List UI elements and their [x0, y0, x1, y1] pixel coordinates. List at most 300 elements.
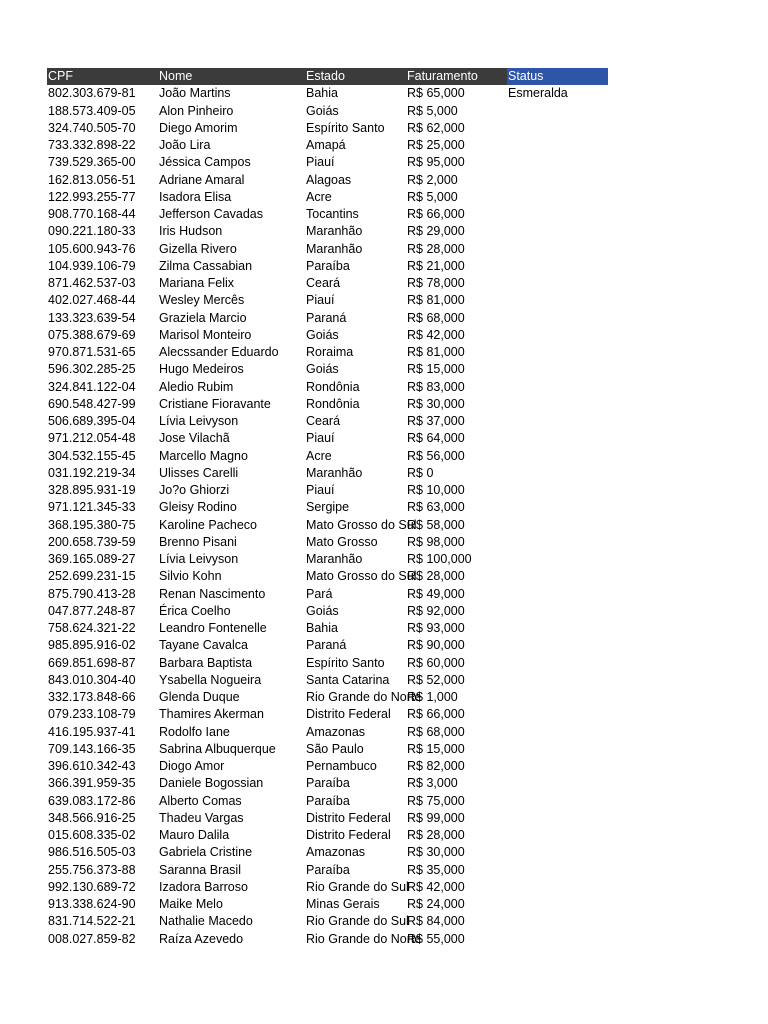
cell-cpf[interactable]: 188.573.409-05: [48, 103, 136, 118]
table-row: [47, 534, 608, 551]
cell-faturamento[interactable]: R$ 78,000: [407, 276, 465, 290]
cell-nome[interactable]: Nathalie Macedo: [159, 914, 253, 929]
cell-nome[interactable]: Jéssica Campos: [159, 155, 251, 170]
cell-estado[interactable]: Minas Gerais: [306, 897, 380, 911]
cell-status[interactable]: [507, 430, 608, 447]
cell-cpf[interactable]: 971.212.054-48: [48, 431, 136, 446]
cell-cpf[interactable]: 348.566.916-25: [48, 810, 136, 825]
cell-cpf[interactable]: 985.895.916-02: [48, 638, 136, 653]
table-row: [47, 517, 608, 534]
cell-nome[interactable]: Aledio Rubim: [159, 379, 234, 394]
cell-status[interactable]: [507, 482, 608, 499]
cell-estado[interactable]: Paraíba: [306, 862, 350, 877]
cell-cpf[interactable]: 970.871.531-65: [48, 345, 136, 359]
cell-nome[interactable]: Hugo Medeiros: [159, 362, 244, 377]
cell-estado[interactable]: Acre: [306, 448, 332, 463]
cell-faturamento[interactable]: R$ 42,000: [407, 879, 465, 894]
cell-nome[interactable]: Thadeu Vargas: [159, 810, 244, 825]
cell-faturamento[interactable]: R$ 52,000: [407, 672, 465, 687]
cell-cpf[interactable]: 871.462.537-03: [48, 276, 136, 290]
cell-status[interactable]: [507, 413, 608, 430]
cell-cpf[interactable]: 369.165.089-27: [48, 552, 136, 566]
cell-cpf[interactable]: 368.195.380-75: [48, 517, 136, 532]
cell-nome[interactable]: Daniele Bogossian: [159, 776, 264, 791]
cell-status[interactable]: [507, 793, 608, 810]
header-nome[interactable]: Nome: [158, 68, 305, 85]
cell-faturamento[interactable]: R$ 30,000: [407, 845, 465, 860]
cell-estado[interactable]: Maranhão: [306, 241, 363, 256]
cell-nome[interactable]: Gabriela Cristine: [159, 845, 253, 860]
table-row: [47, 862, 608, 879]
table-row: [47, 137, 608, 154]
cell-nome[interactable]: João Martins: [159, 86, 231, 101]
cell-status[interactable]: Esmeralda: [508, 86, 568, 101]
cell-cpf[interactable]: 596.302.285-25: [48, 362, 136, 377]
cell-cpf[interactable]: 875.790.413-28: [48, 586, 136, 601]
cell-faturamento[interactable]: R$ 24,000: [407, 897, 465, 911]
cell-faturamento[interactable]: R$ 15,000: [407, 741, 465, 756]
cell-faturamento[interactable]: R$ 0: [407, 465, 434, 480]
cell-nome[interactable]: Wesley Mercês: [159, 293, 245, 308]
cell-cpf[interactable]: 402.027.468-44: [48, 293, 136, 308]
cell-estado[interactable]: Rio Grande do Sul: [306, 879, 409, 894]
table-row: [47, 172, 608, 189]
cell-cpf[interactable]: 971.121.345-33: [48, 500, 136, 515]
cell-nome[interactable]: Renan Nascimento: [159, 586, 266, 601]
cell-nome[interactable]: Isadora Elisa: [159, 189, 232, 204]
cell-faturamento[interactable]: R$ 66,000: [407, 707, 465, 722]
cell-cpf[interactable]: 992.130.689-72: [48, 879, 136, 894]
cell-status[interactable]: [507, 517, 608, 534]
cell-faturamento[interactable]: R$ 28,000: [407, 828, 465, 842]
cell-nome[interactable]: Mauro Dalila: [159, 828, 230, 842]
cell-status[interactable]: [507, 172, 608, 189]
table-row: [47, 724, 608, 741]
cell-estado[interactable]: Mato Grosso do Sul: [306, 569, 417, 584]
cell-estado[interactable]: Distrito Federal: [306, 810, 391, 825]
cell-faturamento[interactable]: R$ 58,000: [407, 517, 465, 532]
cell-faturamento[interactable]: R$ 100,000: [407, 552, 472, 566]
header-row: [47, 68, 608, 85]
cell-faturamento[interactable]: R$ 21,000: [407, 258, 465, 273]
cell-cpf[interactable]: 366.391.959-35: [48, 776, 136, 791]
cell-nome[interactable]: Izadora Barroso: [159, 879, 248, 894]
cell-cpf[interactable]: 639.083.172-86: [48, 793, 136, 808]
cell-nome[interactable]: Mariana Felix: [159, 276, 235, 290]
cell-status[interactable]: [507, 534, 608, 551]
cell-cpf[interactable]: 802.303.679-81: [48, 86, 136, 101]
cell-status[interactable]: [507, 689, 608, 706]
cell-cpf[interactable]: 200.658.739-59: [48, 534, 136, 549]
cell-status[interactable]: [507, 586, 608, 603]
cell-status[interactable]: [507, 448, 608, 465]
cell-status[interactable]: [507, 465, 608, 482]
cell-nome[interactable]: Thamires Akerman: [159, 707, 264, 722]
cell-cpf[interactable]: 733.332.898-22: [48, 138, 136, 152]
cell-cpf[interactable]: 416.195.937-41: [48, 724, 136, 739]
cell-status[interactable]: [507, 706, 608, 723]
table-row: [47, 206, 608, 223]
cell-nome[interactable]: Silvio Kohn: [159, 569, 222, 584]
table-row: [47, 931, 608, 948]
cell-status[interactable]: [507, 344, 608, 361]
table-row: [47, 844, 608, 861]
cell-cpf[interactable]: 324.841.122-04: [48, 379, 136, 394]
table-row: [47, 793, 608, 810]
cell-faturamento[interactable]: R$ 90,000: [407, 638, 465, 653]
cell-faturamento[interactable]: R$ 55,000: [407, 931, 465, 946]
cell-faturamento[interactable]: R$ 2,000: [407, 172, 458, 187]
cell-estado[interactable]: Roraima: [306, 345, 354, 359]
cell-estado[interactable]: Piauí: [306, 431, 335, 446]
cell-faturamento[interactable]: R$ 92,000: [407, 603, 465, 618]
cell-faturamento[interactable]: R$ 5,000: [407, 103, 458, 118]
cell-estado[interactable]: Rio Grande do Norte: [306, 931, 422, 946]
cell-status[interactable]: [507, 292, 608, 309]
cell-cpf[interactable]: 255.756.373-88: [48, 862, 136, 877]
table-row: [47, 896, 608, 913]
table-row: [47, 120, 608, 137]
cell-status[interactable]: [507, 241, 608, 258]
cell-estado[interactable]: Rio Grande do Sul: [306, 914, 409, 929]
cell-faturamento[interactable]: R$ 28,000: [407, 569, 465, 584]
cell-nome[interactable]: Gleisy Rodino: [159, 500, 237, 515]
cell-status[interactable]: [507, 154, 608, 171]
cell-faturamento[interactable]: R$ 99,000: [407, 810, 465, 825]
table-row: [47, 379, 608, 396]
cell-nome[interactable]: Zilma Cassabian: [159, 258, 253, 273]
cell-nome[interactable]: Iris Hudson: [159, 224, 223, 239]
cell-estado[interactable]: Goiás: [306, 103, 339, 118]
cell-cpf[interactable]: 843.010.304-40: [48, 672, 136, 687]
cell-cpf[interactable]: 709.143.166-35: [48, 741, 136, 756]
cell-nome[interactable]: Alberto Comas: [159, 793, 242, 808]
cell-nome[interactable]: Jose Vilachã: [159, 431, 230, 446]
header-cpf[interactable]: CPF: [47, 68, 158, 85]
cell-nome[interactable]: Karoline Pacheco: [159, 517, 257, 532]
cell-faturamento[interactable]: R$ 66,000: [407, 207, 465, 221]
cell-nome[interactable]: Lívia Leivyson: [159, 552, 239, 566]
cell-estado[interactable]: São Paulo: [306, 741, 364, 756]
table-row: [47, 672, 608, 689]
cell-faturamento[interactable]: R$ 1,000: [407, 690, 458, 704]
cell-nome[interactable]: Diego Amorim: [159, 120, 238, 135]
cell-cpf[interactable]: 690.548.427-99: [48, 396, 136, 411]
table-row: [47, 413, 608, 430]
cell-faturamento[interactable]: R$ 25,000: [407, 138, 465, 152]
cell-cpf[interactable]: 079.233.108-79: [48, 707, 136, 722]
cell-nome[interactable]: Ysabella Nogueira: [159, 672, 262, 687]
cell-estado[interactable]: Ceará: [306, 414, 341, 428]
table-row: [47, 292, 608, 309]
cell-estado[interactable]: Rondônia: [306, 396, 360, 411]
cell-cpf[interactable]: 324.740.505-70: [48, 120, 136, 135]
cell-estado[interactable]: Mato Grosso: [306, 534, 378, 549]
cell-status[interactable]: [507, 551, 608, 568]
cell-nome[interactable]: Leandro Fontenelle: [159, 621, 267, 635]
table-row: [47, 499, 608, 516]
cell-nome[interactable]: João Lira: [159, 138, 211, 152]
cell-status[interactable]: [507, 913, 608, 930]
cell-faturamento[interactable]: R$ 35,000: [407, 862, 465, 877]
cell-estado[interactable]: Alagoas: [306, 172, 352, 187]
cell-nome[interactable]: Raíza Azevedo: [159, 931, 244, 946]
cell-cpf[interactable]: 304.532.155-45: [48, 448, 136, 463]
cell-status[interactable]: [507, 396, 608, 413]
cell-faturamento[interactable]: R$ 84,000: [407, 914, 465, 929]
cell-cpf[interactable]: 332.173.848-66: [48, 690, 136, 704]
cell-nome[interactable]: Lívia Leivyson: [159, 414, 239, 428]
cell-estado[interactable]: Piauí: [306, 483, 335, 497]
cell-faturamento[interactable]: R$ 82,000: [407, 759, 465, 773]
table-row: [47, 361, 608, 378]
cell-status[interactable]: [507, 637, 608, 654]
cell-cpf[interactable]: 008.027.859-82: [48, 931, 136, 946]
cell-faturamento[interactable]: R$ 81,000: [407, 345, 465, 359]
cell-estado[interactable]: Distrito Federal: [306, 828, 391, 842]
cell-nome[interactable]: Cristiane Fioravante: [159, 396, 271, 411]
cell-status[interactable]: [507, 120, 608, 137]
cell-estado[interactable]: Maranhão: [306, 224, 363, 239]
cell-cpf[interactable]: 090.221.180-33: [48, 224, 136, 239]
cell-cpf[interactable]: 758.624.321-22: [48, 621, 136, 635]
cell-faturamento[interactable]: R$ 65,000: [407, 86, 465, 101]
cell-cpf[interactable]: 328.895.931-19: [48, 483, 136, 497]
cell-status[interactable]: [507, 103, 608, 120]
table-row: [47, 154, 608, 171]
cell-estado[interactable]: Goiás: [306, 603, 339, 618]
cell-cpf[interactable]: 015.608.335-02: [48, 828, 136, 842]
cell-nome[interactable]: Alecssander Eduardo: [159, 345, 279, 359]
cell-nome[interactable]: Tayane Cavalca: [159, 638, 248, 653]
cell-estado[interactable]: Santa Catarina: [306, 672, 390, 687]
cell-estado[interactable]: Paraíba: [306, 793, 350, 808]
cell-nome[interactable]: Sabrina Albuquerque: [159, 741, 276, 756]
cell-estado[interactable]: Rondônia: [306, 379, 360, 394]
cell-status[interactable]: [507, 275, 608, 292]
header-estado[interactable]: Estado: [305, 68, 406, 85]
cell-status[interactable]: [507, 620, 608, 637]
table-row: [47, 189, 608, 206]
cell-estado[interactable]: Goiás: [306, 327, 339, 342]
cell-estado[interactable]: Bahia: [306, 621, 338, 635]
cell-estado[interactable]: Paraíba: [306, 258, 350, 273]
cell-status[interactable]: [507, 310, 608, 327]
cell-cpf[interactable]: 075.388.679-69: [48, 327, 136, 342]
cell-nome[interactable]: Adriane Amaral: [159, 172, 245, 187]
cell-faturamento[interactable]: R$ 29,000: [407, 224, 465, 239]
cell-status[interactable]: [507, 603, 608, 620]
cell-cpf[interactable]: 831.714.522-21: [48, 914, 136, 929]
table-row: [47, 430, 608, 447]
cell-estado[interactable]: Pará: [306, 586, 333, 601]
cell-cpf[interactable]: 031.192.219-34: [48, 465, 136, 480]
cell-estado[interactable]: Pernambuco: [306, 759, 377, 773]
cell-nome[interactable]: Jo?o Ghiorzi: [159, 483, 230, 497]
cell-cpf[interactable]: 105.600.943-76: [48, 241, 136, 256]
cell-estado[interactable]: Maranhão: [306, 552, 363, 566]
cell-nome[interactable]: Saranna Brasil: [159, 862, 241, 877]
cell-status[interactable]: [507, 879, 608, 896]
table-row: [47, 741, 608, 758]
cell-status[interactable]: [507, 844, 608, 861]
cell-faturamento[interactable]: R$ 60,000: [407, 655, 465, 670]
cell-estado[interactable]: Espírito Santo: [306, 655, 385, 670]
table-row: [47, 551, 608, 568]
cell-nome[interactable]: Diogo Amor: [159, 759, 225, 773]
cell-estado[interactable]: Paraná: [306, 310, 347, 325]
cell-estado[interactable]: Amapá: [306, 138, 346, 152]
cell-estado[interactable]: Espírito Santo: [306, 120, 385, 135]
cell-faturamento[interactable]: R$ 5,000: [407, 189, 458, 204]
cell-estado[interactable]: Bahia: [306, 86, 338, 101]
cell-nome[interactable]: Gizella Rivero: [159, 241, 237, 256]
table-row: [47, 586, 608, 603]
cell-nome[interactable]: Maike Melo: [159, 897, 223, 911]
cell-estado[interactable]: Paraná: [306, 638, 347, 653]
cell-faturamento[interactable]: R$ 30,000: [407, 396, 465, 411]
cell-status[interactable]: [507, 258, 608, 275]
cell-status[interactable]: [507, 827, 608, 844]
table-row: [47, 758, 608, 775]
cell-cpf[interactable]: 739.529.365-00: [48, 155, 136, 170]
cell-cpf[interactable]: 913.338.624-90: [48, 897, 136, 911]
table-row: [47, 310, 608, 327]
cell-faturamento[interactable]: R$ 15,000: [407, 362, 465, 377]
cell-cpf[interactable]: 908.770.168-44: [48, 207, 136, 221]
cell-cpf[interactable]: 133.323.639-54: [48, 310, 136, 325]
cell-nome[interactable]: Barbara Baptista: [159, 655, 253, 670]
cell-faturamento[interactable]: R$ 81,000: [407, 293, 465, 308]
cell-status[interactable]: [507, 758, 608, 775]
table-row: [47, 620, 608, 637]
table-row: [47, 448, 608, 465]
cell-nome[interactable]: Graziela Marcio: [159, 310, 247, 325]
cell-faturamento[interactable]: R$ 95,000: [407, 155, 465, 170]
cell-estado[interactable]: Tocantins: [306, 207, 359, 221]
table-row: [47, 223, 608, 240]
cell-estado[interactable]: Sergipe: [306, 500, 350, 515]
cell-estado[interactable]: Ceará: [306, 276, 341, 290]
cell-nome[interactable]: Jefferson Cavadas: [159, 207, 263, 221]
cell-status[interactable]: [507, 896, 608, 913]
cell-cpf[interactable]: 506.689.395-04: [48, 414, 136, 428]
table-row: [47, 810, 608, 827]
cell-status[interactable]: [507, 361, 608, 378]
table-row: [47, 827, 608, 844]
table-row: [47, 568, 608, 585]
cell-status[interactable]: [507, 499, 608, 516]
cell-faturamento[interactable]: R$ 75,000: [407, 793, 465, 808]
cell-status[interactable]: [507, 775, 608, 792]
table-row: [47, 241, 608, 258]
cell-nome[interactable]: Marcello Magno: [159, 448, 248, 463]
table-row: [47, 655, 608, 672]
cell-cpf[interactable]: 252.699.231-15: [48, 569, 136, 584]
cell-status[interactable]: [507, 724, 608, 741]
cell-estado[interactable]: Piauí: [306, 155, 335, 170]
cell-status[interactable]: [507, 206, 608, 223]
cell-estado[interactable]: Acre: [306, 189, 332, 204]
cell-cpf[interactable]: 122.993.255-77: [48, 189, 136, 204]
cell-faturamento[interactable]: R$ 10,000: [407, 483, 465, 497]
cell-cpf[interactable]: 104.939.106-79: [48, 258, 136, 273]
cell-faturamento[interactable]: R$ 37,000: [407, 414, 465, 428]
cell-estado[interactable]: Goiás: [306, 362, 339, 377]
table-row: [47, 344, 608, 361]
cell-faturamento[interactable]: R$ 64,000: [407, 431, 465, 446]
cell-status[interactable]: [507, 810, 608, 827]
table-row: [47, 465, 608, 482]
spreadsheet-table: [47, 68, 608, 948]
cell-faturamento[interactable]: R$ 28,000: [407, 241, 465, 256]
cell-cpf[interactable]: 047.877.248-87: [48, 603, 136, 618]
table-row: [47, 913, 608, 930]
cell-status[interactable]: [507, 672, 608, 689]
cell-faturamento[interactable]: R$ 63,000: [407, 500, 465, 515]
cell-cpf[interactable]: 396.610.342-43: [48, 759, 136, 773]
cell-cpf[interactable]: 162.813.056-51: [48, 172, 136, 187]
cell-estado[interactable]: Piauí: [306, 293, 335, 308]
table-row: [47, 879, 608, 896]
cell-faturamento[interactable]: R$ 62,000: [407, 120, 465, 135]
cell-nome[interactable]: Glenda Duque: [159, 690, 240, 704]
cell-cpf[interactable]: 986.516.505-03: [48, 845, 136, 860]
table-row: [47, 327, 608, 344]
table-row: [47, 689, 608, 706]
cell-nome[interactable]: Marisol Monteiro: [159, 327, 252, 342]
cell-estado[interactable]: Amazonas: [306, 724, 366, 739]
cell-faturamento[interactable]: R$ 56,000: [407, 448, 465, 463]
cell-status[interactable]: [507, 327, 608, 344]
cell-status[interactable]: [507, 862, 608, 879]
cell-status[interactable]: [507, 189, 608, 206]
cell-estado[interactable]: Mato Grosso do Sul: [306, 517, 417, 532]
cell-faturamento[interactable]: R$ 68,000: [407, 310, 465, 325]
cell-nome[interactable]: Brenno Pisani: [159, 534, 237, 549]
cell-status[interactable]: [507, 741, 608, 758]
cell-faturamento[interactable]: R$ 68,000: [407, 724, 465, 739]
cell-estado[interactable]: Amazonas: [306, 845, 366, 860]
cell-faturamento[interactable]: R$ 98,000: [407, 534, 465, 549]
table-row: [47, 396, 608, 413]
cell-status[interactable]: [507, 137, 608, 154]
cell-estado[interactable]: Rio Grande do Norte: [306, 690, 422, 704]
cell-status[interactable]: [507, 931, 608, 948]
cell-faturamento[interactable]: R$ 83,000: [407, 379, 465, 394]
table-row: [47, 706, 608, 723]
cell-faturamento[interactable]: R$ 3,000: [407, 776, 458, 791]
table-row: [47, 637, 608, 654]
cell-faturamento[interactable]: R$ 93,000: [407, 621, 465, 635]
cell-status[interactable]: [507, 379, 608, 396]
cell-estado[interactable]: Maranhão: [306, 465, 363, 480]
cell-faturamento[interactable]: R$ 42,000: [407, 327, 465, 342]
cell-faturamento[interactable]: R$ 49,000: [407, 586, 465, 601]
cell-nome[interactable]: Alon Pinheiro: [159, 103, 234, 118]
cell-nome[interactable]: Rodolfo Iane: [159, 724, 230, 739]
cell-status[interactable]: [507, 568, 608, 585]
cell-estado[interactable]: Distrito Federal: [306, 707, 391, 722]
cell-cpf[interactable]: 669.851.698-87: [48, 655, 136, 670]
cell-status[interactable]: [507, 655, 608, 672]
cell-nome[interactable]: Ulisses Carelli: [159, 465, 239, 480]
cell-estado[interactable]: Paraíba: [306, 776, 350, 791]
header-status[interactable]: Status: [507, 68, 608, 85]
header-faturamento[interactable]: Faturamento: [406, 68, 507, 85]
cell-status[interactable]: [507, 223, 608, 240]
cell-nome[interactable]: Érica Coelho: [159, 603, 231, 618]
